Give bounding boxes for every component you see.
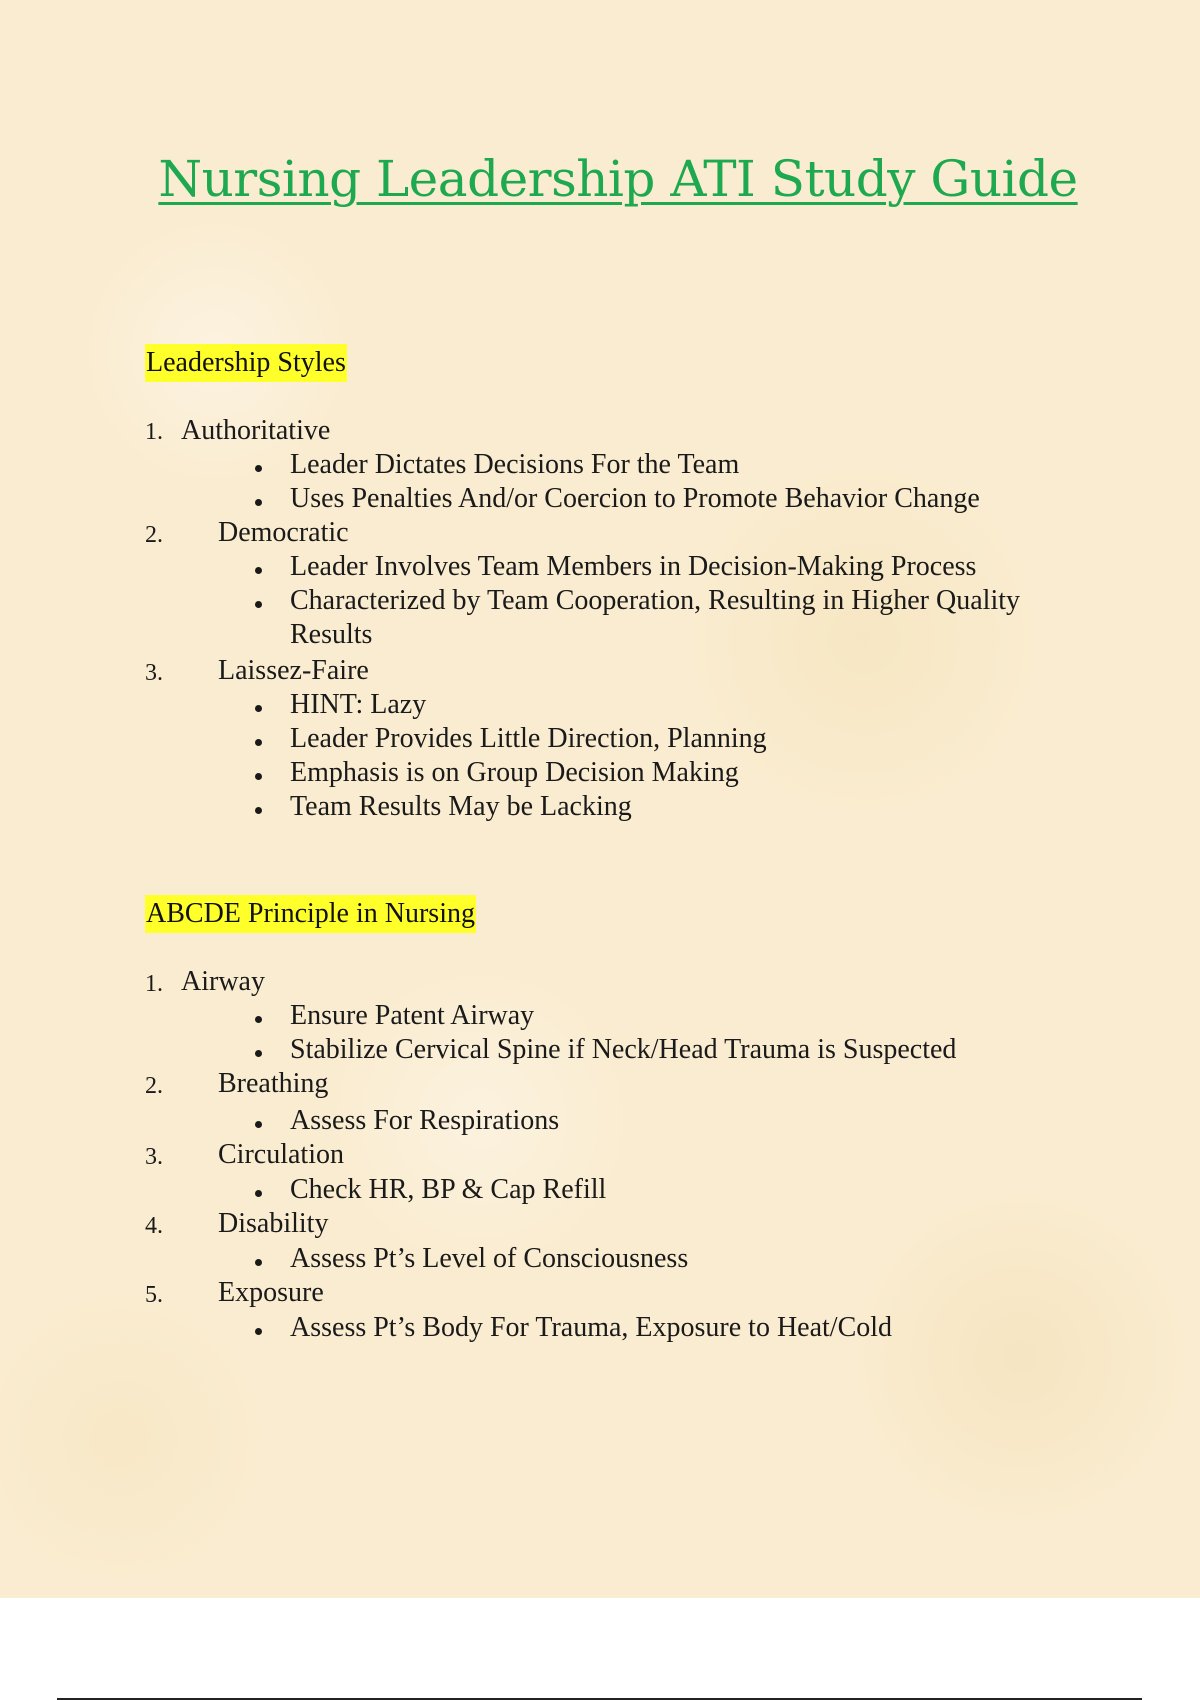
bullet-dot [255, 1259, 262, 1266]
item-label: Airway [181, 966, 265, 997]
bullet-dot [255, 567, 262, 574]
item-label: Breathing [218, 1068, 329, 1099]
bullet-text: Assess For Respirations [290, 1105, 560, 1136]
item-label: Laissez-Faire [218, 655, 369, 686]
bullet-dot [255, 773, 262, 780]
page-title: Nursing Leadership ATI Study Guide [158, 150, 1078, 208]
bullet-dot [255, 807, 262, 814]
section-heading-abcde-principle: ABCDE Principle in Nursing [145, 895, 476, 933]
item-number: 5. [145, 1282, 163, 1308]
item-label: Democratic [218, 517, 349, 548]
bullet-text: HINT: Lazy [290, 689, 427, 720]
bullet-dot [255, 499, 262, 506]
bullet-dot [255, 1016, 262, 1023]
bullet-text-continuation: Results [290, 619, 373, 650]
bullet-dot [255, 1050, 262, 1057]
bullet-text: Uses Penalties And/or Coercion to Promote Behavior Change [290, 483, 980, 514]
bullet-text: Characterized by Team Cooperation, Resulting in Higher Quality [290, 585, 1020, 616]
bullet-dot [255, 1121, 262, 1128]
bullet-text: Stabilize Cervical Spine if Neck/Head Trauma is Suspected [290, 1034, 957, 1065]
item-number: 3. [145, 660, 163, 686]
item-label: Authoritative [181, 415, 331, 446]
item-number: 2. [145, 1073, 163, 1099]
section-heading-leadership-styles: Leadership Styles [145, 344, 347, 382]
bullet-text: Ensure Patent Airway [290, 1000, 535, 1031]
bullet-text: Team Results May be Lacking [290, 791, 632, 822]
bullet-dot [255, 739, 262, 746]
item-number: 4. [145, 1213, 163, 1239]
bullet-text: Leader Dictates Decisions For the Team [290, 449, 740, 480]
bullet-text: Assess Pt’s Level of Consciousness [290, 1243, 689, 1274]
item-label: Disability [218, 1208, 329, 1239]
bullet-dot [255, 1328, 262, 1335]
bullet-text: Leader Provides Little Direction, Planning [290, 723, 767, 754]
bullet-text: Check HR, BP & Cap Refill [290, 1174, 607, 1205]
bullet-text: Emphasis is on Group Decision Making [290, 757, 739, 788]
bullet-dot [255, 465, 262, 472]
item-label: Exposure [218, 1277, 324, 1308]
item-number: 3. [145, 1144, 163, 1170]
bullet-text: Assess Pt’s Body For Trauma, Exposure to Heat/Cold [290, 1312, 893, 1343]
item-number: 1. [145, 971, 163, 997]
bullet-dot [255, 1190, 262, 1197]
item-number: 2. [145, 522, 163, 548]
bullet-dot [255, 601, 262, 608]
item-label: Circulation [218, 1139, 344, 1170]
bullet-text: Leader Involves Team Members in Decision-Making Process [290, 551, 977, 582]
item-number: 1. [145, 419, 163, 445]
bullet-dot [255, 705, 262, 712]
